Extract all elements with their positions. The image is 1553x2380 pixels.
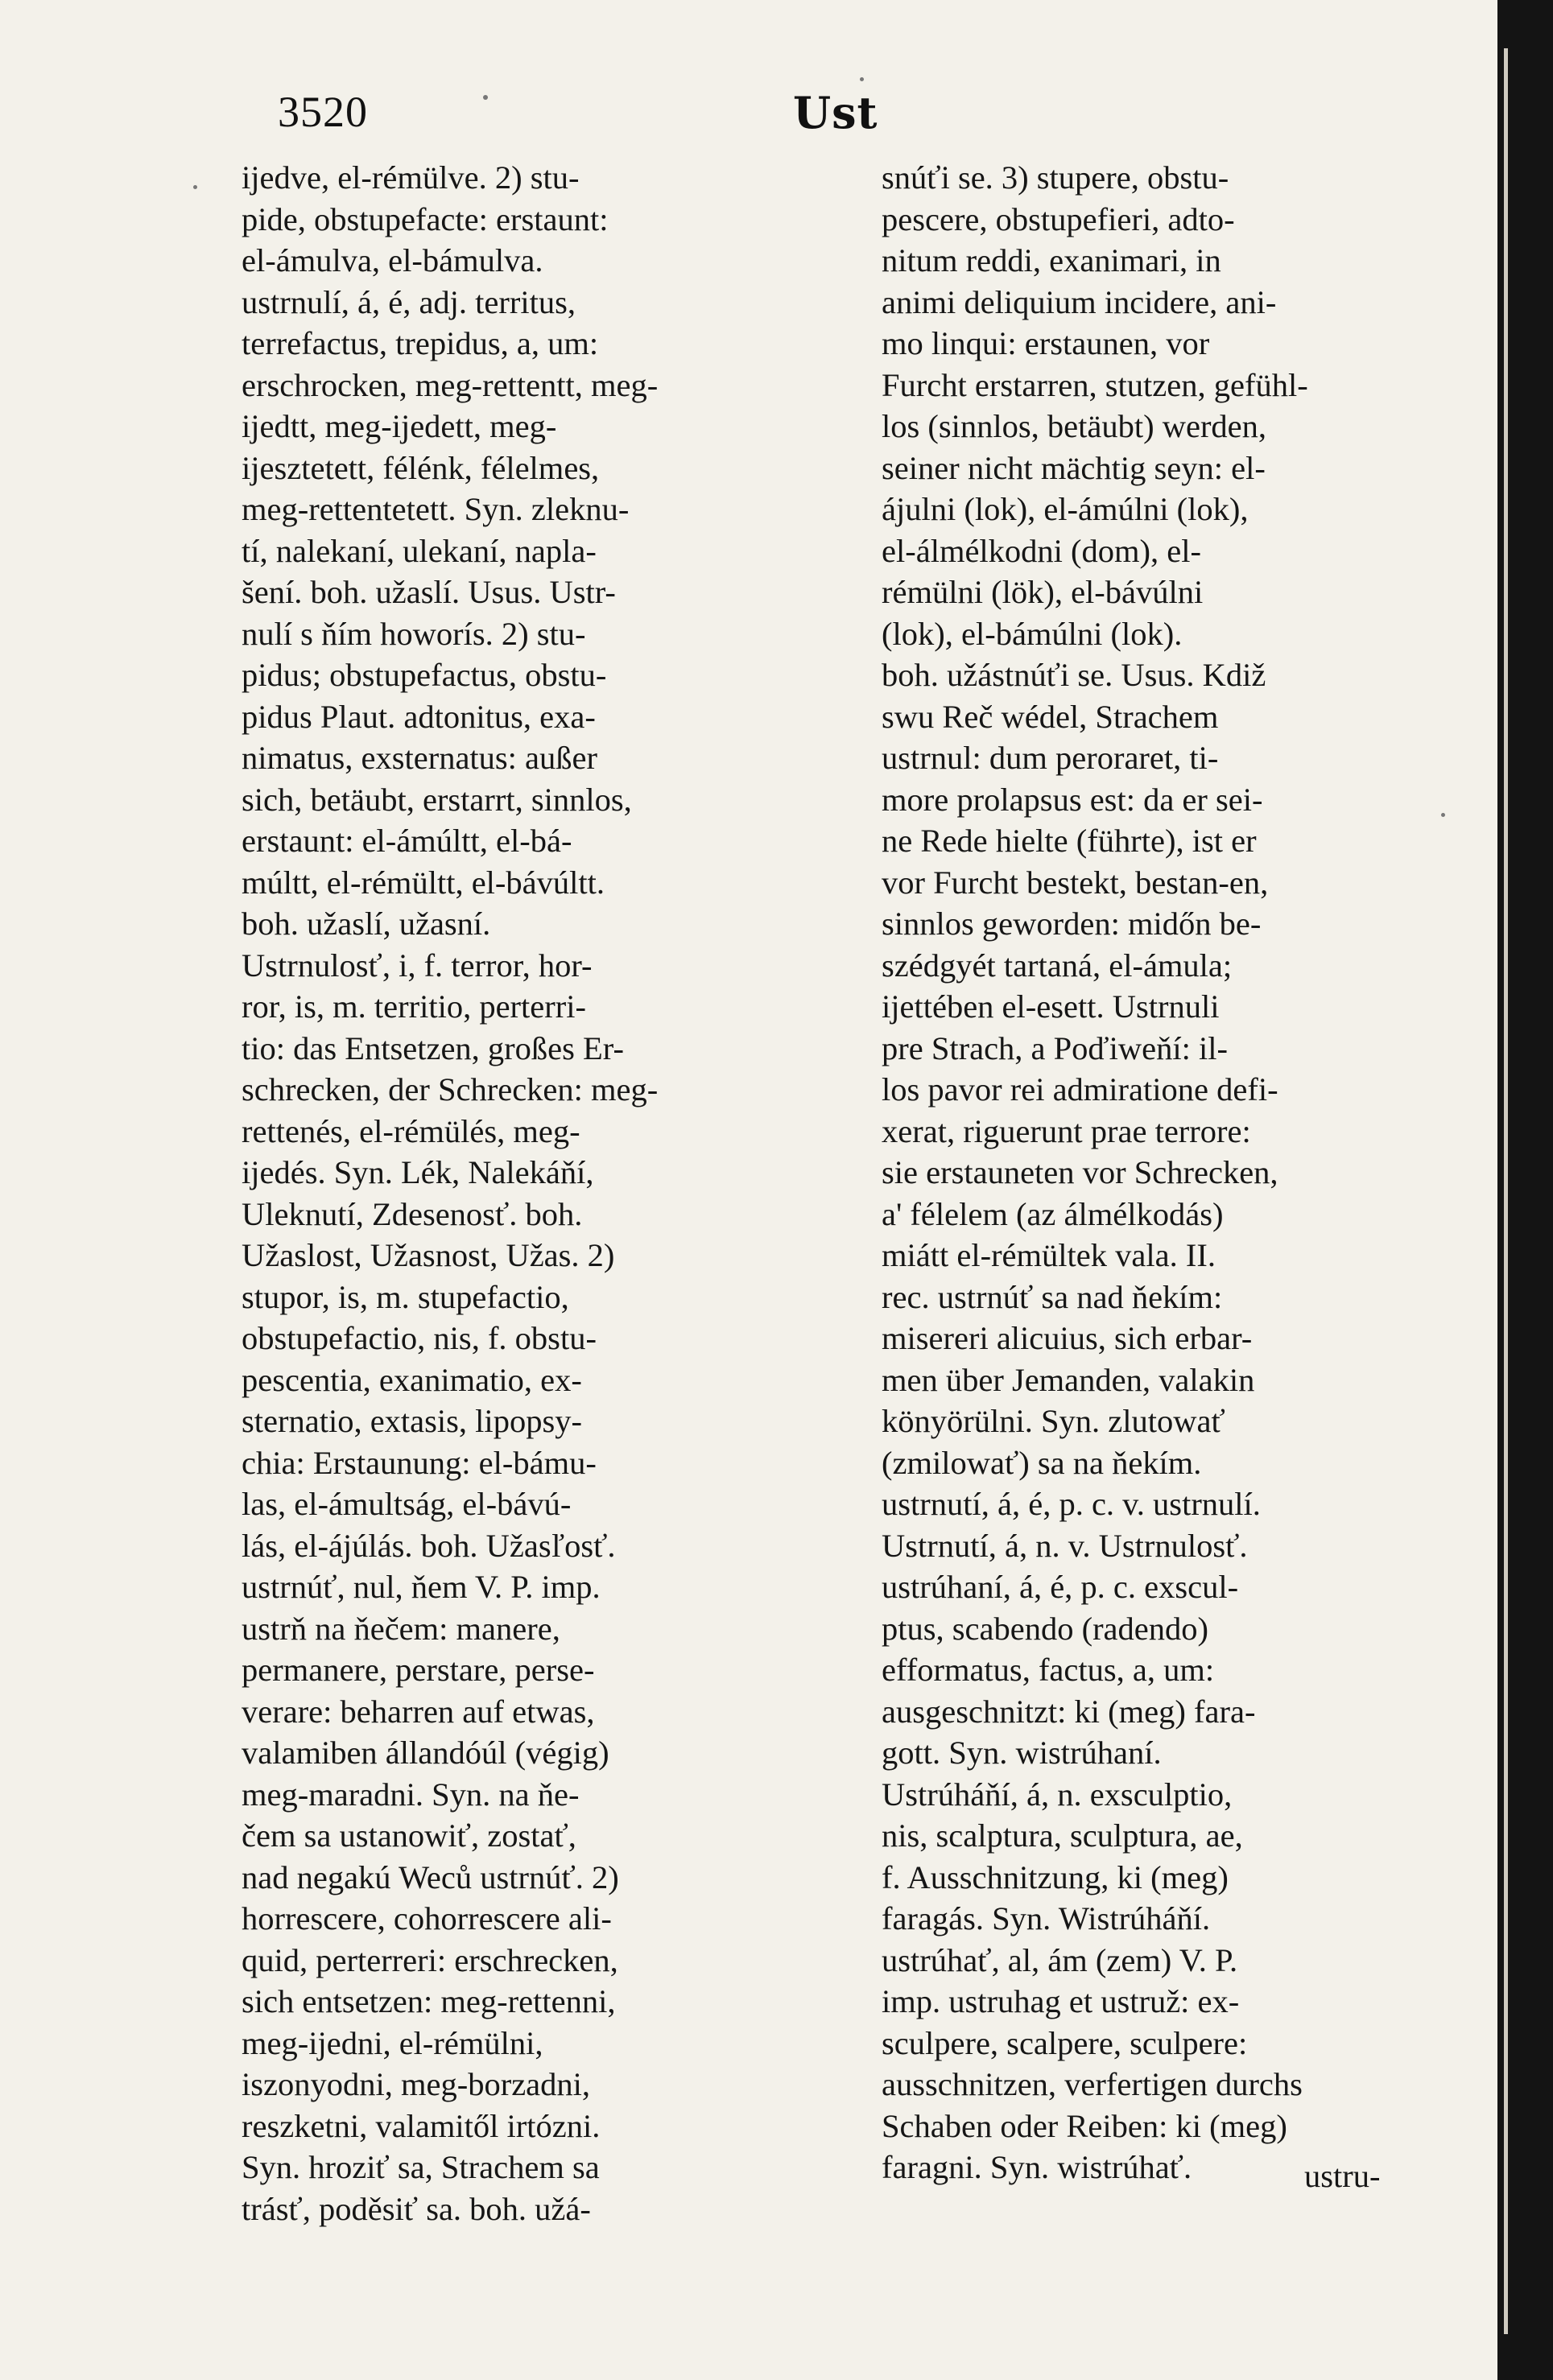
text-line: nis, scalptura, sculptura, ae, bbox=[882, 1817, 1243, 1854]
text-line: pescentia, exanimatio, ex- bbox=[242, 1361, 582, 1398]
text-line: Furcht erstarren, stutzen, gefühl- bbox=[882, 366, 1308, 403]
text-line: los pavor rei admiratione defi- bbox=[882, 1071, 1278, 1108]
text-line: ustrnulí, á, é, adj. territus, bbox=[242, 283, 576, 320]
text-line: animi deliquium incidere, ani- bbox=[882, 283, 1277, 320]
text-line: obstupefactio, nis, f. obstu- bbox=[242, 1320, 597, 1356]
text-line: las, el-ámultság, el-bávú- bbox=[242, 1486, 572, 1522]
text-line: sternatio, extasis, lipopsy- bbox=[242, 1403, 582, 1439]
text-line: meg-rettentetett. Syn. zleknu- bbox=[242, 491, 630, 527]
text-line: miátt el-rémültek vala. II. bbox=[882, 1237, 1216, 1273]
text-line: f. Ausschnitzung, ki (meg) bbox=[882, 1858, 1229, 1895]
text-line: könyörülni. Syn. zlutowať bbox=[882, 1403, 1225, 1439]
text-line: Ustrúháňí, á, n. exsculptio, bbox=[882, 1776, 1233, 1813]
text-line: schrecken, der Schrecken: meg- bbox=[242, 1071, 659, 1108]
left-column bbox=[242, 157, 853, 2229]
text-line: sich, betäubt, erstarrt, sinnlos, bbox=[242, 781, 632, 818]
adjacent-page-edge bbox=[1497, 0, 1553, 2380]
text-line: ausschnitzen, verfertigen durchs bbox=[882, 2066, 1303, 2102]
paper-speck bbox=[483, 95, 488, 100]
text-line: boh. užaslí, užasní. bbox=[242, 905, 491, 942]
text-line: permanere, perstare, perse- bbox=[242, 1652, 595, 1688]
text-line: ustrnúť, nul, ňem V. P. imp. bbox=[242, 1569, 601, 1605]
text-line: nad negakú Weců ustrnúť. 2) bbox=[242, 1858, 619, 1895]
text-line: Užaslost, Užasnost, Užas. 2) bbox=[242, 1237, 615, 1273]
text-line: more prolapsus est: da er sei- bbox=[882, 781, 1263, 818]
text-line: reszketni, valamitől irtózni. bbox=[242, 2107, 601, 2144]
text-line: misereri alicuius, sich erbar- bbox=[882, 1320, 1253, 1356]
text-line: ijedtt, meg-ijedett, meg- bbox=[242, 408, 557, 444]
text-line: ustrúhať, al, ám (zem) V. P. bbox=[882, 1941, 1238, 1978]
text-line: stupor, is, m. stupefactio, bbox=[242, 1278, 569, 1315]
text-line: ror, is, m. territio, perterri- bbox=[242, 988, 586, 1025]
text-line: trásť, poděsiť sa. boh. užá- bbox=[242, 2190, 591, 2227]
text-line: čem sa ustanowiť, zostať, bbox=[242, 1817, 576, 1854]
text-line: sculpere, scalpere, sculpere: bbox=[882, 2024, 1248, 2061]
text-line: pidus Plaut. adtonitus, exa- bbox=[242, 698, 596, 735]
text-line: ijettében el-esett. Ustrnuli bbox=[882, 988, 1220, 1025]
text-line: pre Strach, a Poďiweňí: il- bbox=[882, 1029, 1228, 1066]
text-line: ustrúhaní, á, é, p. c. exscul- bbox=[882, 1569, 1239, 1605]
text-line: seiner nicht mächtig seyn: el- bbox=[882, 449, 1266, 486]
paper-speck bbox=[860, 77, 864, 81]
text-line: el-álmélkodni (dom), el- bbox=[882, 532, 1201, 569]
text-line: horrescere, cohorrescere ali- bbox=[242, 1900, 612, 1937]
text-line: chia: Erstaunung: el-bámu- bbox=[242, 1444, 597, 1481]
text-line: snúťi se. 3) stupere, obstu- bbox=[882, 159, 1229, 196]
text-line: nitum reddi, exanimari, in bbox=[882, 242, 1221, 278]
text-line: pide, obstupefacte: erstaunt: bbox=[242, 200, 609, 237]
text-line: lás, el-ájúlás. boh. Užasľosť. bbox=[242, 1527, 616, 1564]
text-line: rettenés, el-rémülés, meg- bbox=[242, 1112, 580, 1149]
text-line: ijesztetett, félénk, félelmes, bbox=[242, 449, 600, 486]
text-line: nulí s ňím howorís. 2) stu- bbox=[242, 615, 586, 652]
text-line: faragás. Syn. Wistrúháňí. bbox=[882, 1900, 1211, 1937]
text-line: boh. užástnúťi se. Usus. Kdiž bbox=[882, 657, 1266, 693]
text-line: ájulni (lok), el-ámúlni (lok), bbox=[882, 491, 1249, 527]
text-line: ausgeschnitzt: ki (meg) fara- bbox=[882, 1693, 1256, 1730]
text-line: ijedés. Syn. Lék, Nalekáňí, bbox=[242, 1154, 594, 1190]
text-line: rec. ustrnúť sa nad ňekím: bbox=[882, 1278, 1223, 1315]
text-line: ptus, scabendo (radendo) bbox=[882, 1610, 1208, 1647]
text-line: (lok), el-bámúlni (lok). bbox=[882, 615, 1183, 652]
text-line: el-ámulva, el-bámulva. bbox=[242, 242, 543, 278]
text-line: pidus; obstupefactus, obstu- bbox=[242, 657, 607, 693]
text-line: šení. boh. užaslí. Usus. Ustr- bbox=[242, 574, 616, 610]
catchword: ustru- bbox=[1304, 2158, 1381, 2194]
text-line: sinnlos geworden: midőn be- bbox=[882, 905, 1262, 942]
text-line: vor Furcht bestekt, bestan-en, bbox=[882, 864, 1269, 901]
text-line: ijedve, el-rémülve. 2) stu- bbox=[242, 159, 580, 196]
page-edge-line bbox=[1504, 48, 1508, 2334]
text-line: sie erstauneten vor Schrecken, bbox=[882, 1154, 1278, 1190]
page-number: 3520 bbox=[278, 88, 368, 136]
text-line: Syn. hroziť sa, Strachem sa bbox=[242, 2149, 600, 2185]
running-head: Ust bbox=[793, 87, 878, 138]
text-line: imp. ustruhag et ustruž: ex- bbox=[882, 1983, 1240, 2019]
right-column bbox=[882, 157, 1477, 2188]
text-line: los (sinnlos, betäubt) werden, bbox=[882, 408, 1267, 444]
text-line: xerat, riguerunt prae terrore: bbox=[882, 1112, 1251, 1149]
text-line: erstaunt: el-ámúltt, el-bá- bbox=[242, 823, 572, 859]
text-line: szédgyét tartaná, el-ámula; bbox=[882, 947, 1233, 984]
paper-speck bbox=[1441, 813, 1445, 817]
text-line: Ustrnulosť, i, f. terror, hor- bbox=[242, 947, 593, 984]
text-line: valamiben állandóúl (végig) bbox=[242, 1734, 609, 1771]
text-line: efformatus, factus, a, um: bbox=[882, 1652, 1215, 1688]
text-line: ne Rede hielte (führte), ist er bbox=[882, 823, 1257, 859]
text-line: nimatus, exsternatus: außer bbox=[242, 740, 597, 776]
text-line: erschrocken, meg-rettentt, meg- bbox=[242, 366, 659, 403]
text-line: sich entsetzen: meg-rettenni, bbox=[242, 1983, 616, 2019]
paper-speck bbox=[193, 185, 197, 189]
text-line: ustrnutí, á, é, p. c. v. ustrnulí. bbox=[882, 1486, 1261, 1522]
text-line: terrefactus, trepidus, a, um: bbox=[242, 325, 599, 361]
text-line: a' félelem (az álmélkodás) bbox=[882, 1195, 1224, 1232]
text-line: meg-ijedni, el-rémülni, bbox=[242, 2024, 543, 2061]
text-line: meg-maradni. Syn. na ňe- bbox=[242, 1776, 580, 1813]
text-line: gott. Syn. wistrúhaní. bbox=[882, 1734, 1162, 1771]
text-line: Uleknutí, Zdesenosť. boh. bbox=[242, 1195, 583, 1232]
text-line: mo linqui: erstaunen, vor bbox=[882, 325, 1210, 361]
text-line: tio: das Entsetzen, großes Er- bbox=[242, 1029, 624, 1066]
text-line: (zmilowať) sa na ňekím. bbox=[882, 1444, 1202, 1481]
text-line: men über Jemanden, valakin bbox=[882, 1361, 1255, 1398]
text-line: ustrnul: dum peroraret, ti- bbox=[882, 740, 1219, 776]
text-line: pescere, obstupefieri, adto- bbox=[882, 200, 1235, 237]
text-line: swu Reč wédel, Strachem bbox=[882, 698, 1219, 735]
text-line: tí, nalekaní, ulekaní, napla- bbox=[242, 532, 597, 569]
text-line: faragni. Syn. wistrúhať. bbox=[882, 2149, 1192, 2185]
text-line: quid, perterreri: erschrecken, bbox=[242, 1941, 618, 1978]
text-line: rémülni (lök), el-bávúlni bbox=[882, 574, 1204, 610]
text-line: iszonyodni, meg-borzadni, bbox=[242, 2066, 591, 2102]
text-line: Ustrnutí, á, n. v. Ustrnulosť. bbox=[882, 1527, 1248, 1564]
text-line: Schaben oder Reiben: ki (meg) bbox=[882, 2107, 1287, 2144]
text-line: ustrň na ňečem: manere, bbox=[242, 1610, 560, 1647]
text-line: verare: beharren auf etwas, bbox=[242, 1693, 595, 1730]
text-line: múltt, el-rémültt, el-bávúltt. bbox=[242, 864, 605, 901]
